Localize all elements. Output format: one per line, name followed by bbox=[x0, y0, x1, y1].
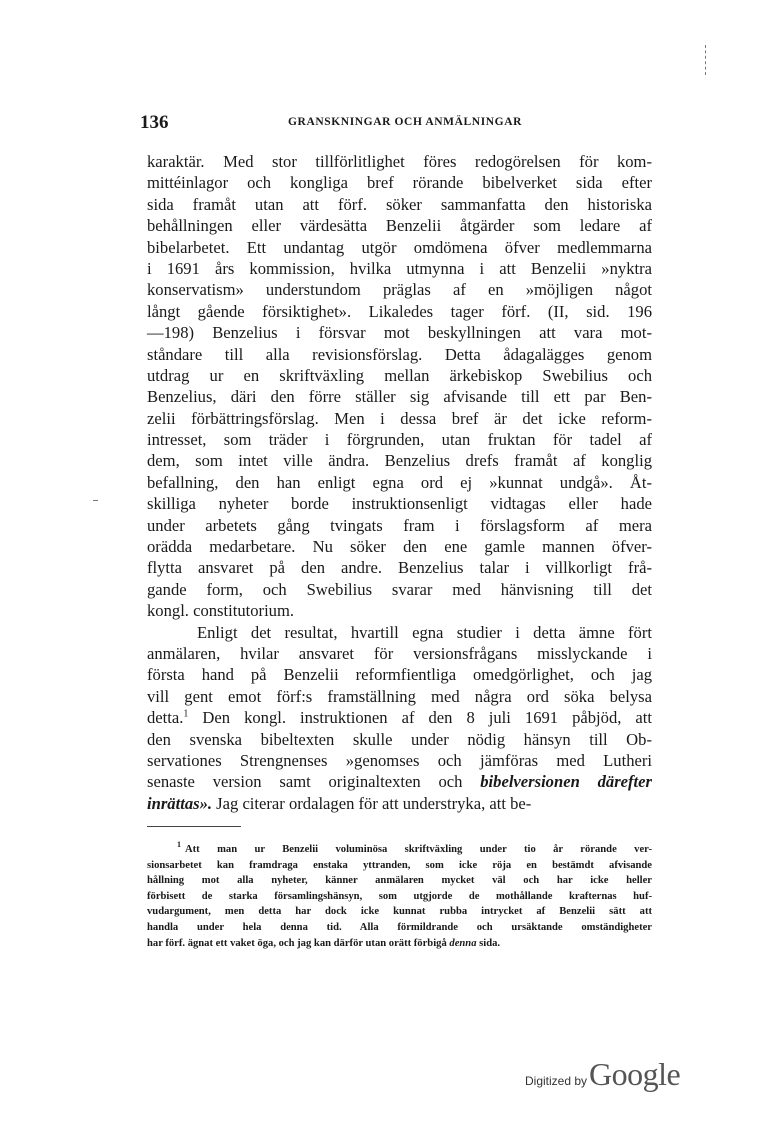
footnote-marker: 1 bbox=[177, 840, 181, 850]
text-line-with-emphasis bbox=[147, 771, 652, 792]
text-line: i 1691 års kommission, hvilka utmynna i att Benzelii »nyktra bbox=[147, 258, 652, 278]
text-line: behållningen eller värdesätta Benzelii åtgärder som ledare af bbox=[147, 216, 652, 236]
footnote-divider bbox=[147, 826, 241, 827]
text-fragment: Den kongl. instruktionen af den 8 juli 1691 påbjöd, att bbox=[202, 708, 652, 728]
text-line: kongl. constitutorium. bbox=[147, 601, 295, 621]
footnote-line: vudargument, men detta har dock icke kunnat rubba intrycket af Benzelii sätt att bbox=[147, 906, 652, 918]
footnote-line: sionsarbetet kan framdraga enstaka yttranden, som icke röja en bestämdt afvisande bbox=[147, 859, 652, 871]
footnote-line bbox=[147, 842, 652, 858]
emphasized-text: bibelversionen därefter bbox=[480, 772, 652, 792]
text-fragment: Jag citerar ordalagen för att understryka, att be- bbox=[216, 793, 532, 813]
page-header bbox=[140, 112, 660, 136]
text-fragment: senaste version samt originaltexten och bbox=[147, 772, 463, 792]
footnote bbox=[147, 842, 652, 951]
text-line: sida framåt utan att förf. söker sammanfatta den historiska bbox=[147, 194, 652, 214]
text-fragment: Att man ur Benzelii voluminösa skriftväxling under tio år rörande ver- bbox=[185, 844, 652, 855]
text-line: Benzelius, däri den förre ställer sig afvisande till ett par Ben- bbox=[147, 387, 652, 407]
text-line: utdrag ur en skriftväxling mellan ärkebiskop Swebilius och bbox=[147, 365, 652, 385]
footnote-line bbox=[147, 936, 652, 952]
text-line: befallning, den han enligt egna ord ej »kunnat undgå». Åt- bbox=[147, 472, 652, 492]
emphasized-text: inrättas». bbox=[147, 793, 213, 813]
text-line: servationes Strengnenses »genomses och jämföras med Lutheri bbox=[147, 750, 652, 770]
text-line: —198) Benzelius i försvar mot beskyllningen att vara mot- bbox=[147, 323, 652, 343]
text-line: Enligt det resultat, hvartill egna studier i detta ämne fört bbox=[197, 622, 652, 642]
text-line: under arbetets gång tvingats fram i förslagsform af mera bbox=[147, 515, 652, 535]
emphasized-text: denna bbox=[449, 937, 477, 949]
text-line: karaktär. Med stor tillförlitlighet föres redogörelsen för kom- bbox=[147, 152, 652, 171]
text-line: vill gent emot förf:s framställning med några ord söka belysa bbox=[147, 686, 652, 706]
google-logo: Google bbox=[589, 1056, 681, 1092]
footnote-line: förbisett de starka församlingshänsyn, som utgjorde de mothållande krafternas huf- bbox=[147, 890, 652, 902]
running-head: GRANSKNINGAR OCH ANMÄLNINGAR bbox=[288, 116, 523, 128]
text-line: långt gående försiktighet». Likaledes tager förf. (II, sid. 196 bbox=[147, 301, 652, 321]
text-line: gande form, och Swebilius svarar med hänvisning till det bbox=[147, 579, 652, 599]
margin-mark bbox=[93, 500, 98, 501]
digitized-watermark bbox=[525, 1056, 681, 1092]
text-line: flytta ansvaret på den andre. Benzelius talar i villkorligt frå- bbox=[147, 558, 652, 578]
text-fragment: detta. bbox=[147, 708, 184, 728]
text-line: konservatism» understundom präglas af en »möjligen något bbox=[147, 280, 652, 300]
text-line: intresset, som träder i förgrunden, utan fruktan för tadel af bbox=[147, 430, 652, 450]
text-line: den svenska bibeltexten skulle under nödig hänsyn till Ob- bbox=[147, 729, 652, 749]
text-line: mittéinlagor och kongliga bref rörande bibelverket sida efter bbox=[147, 173, 652, 193]
text-line-with-emphasis bbox=[147, 793, 652, 814]
text-line: skilliga nyheter borde instruktionsenligt vidtagas eller hade bbox=[147, 494, 652, 514]
footnote-line: handla under hela denna tid. Alla förmildrande och ursäktande omständigheter bbox=[147, 921, 652, 933]
scan-edge-marks bbox=[705, 45, 708, 75]
digitized-label: Digitized by bbox=[525, 1074, 588, 1088]
text-fragment: har förf. ägnat ett vaket öga, och jag kan därför utan orätt förbigå bbox=[147, 937, 447, 949]
text-line: bibelarbetet. Ett undantag utgör omdömena öfver medlemmarna bbox=[147, 237, 652, 257]
text-line-with-footnote bbox=[147, 707, 652, 728]
body-text bbox=[147, 151, 652, 814]
text-line: dem, som intet ville ändra. Benzelius drefs framåt af konglig bbox=[147, 451, 652, 471]
text-line: orädda medarbetare. Nu söker den ene gamle mannen öfver- bbox=[147, 537, 652, 557]
text-line: zelii förbättringsförslag. Men i dessa bref är det icke reform- bbox=[147, 408, 652, 428]
text-line: första hand på Benzelii reformfientliga omedgörlighet, och jag bbox=[147, 665, 652, 685]
text-fragment: sida. bbox=[479, 937, 501, 949]
text-line: anmälaren, hvilar ansvaret för versionsfrågans misslyckande i bbox=[147, 643, 652, 663]
footnote-line: hållning mot alla nyheter, känner anmälaren mycket väl och har icke heller bbox=[147, 875, 652, 887]
page-number: 136 bbox=[140, 112, 169, 133]
footnote-reference: 1 bbox=[183, 708, 189, 720]
text-line: ståndare till alla revisionsförslag. Detta ådagalägges genom bbox=[147, 344, 652, 364]
